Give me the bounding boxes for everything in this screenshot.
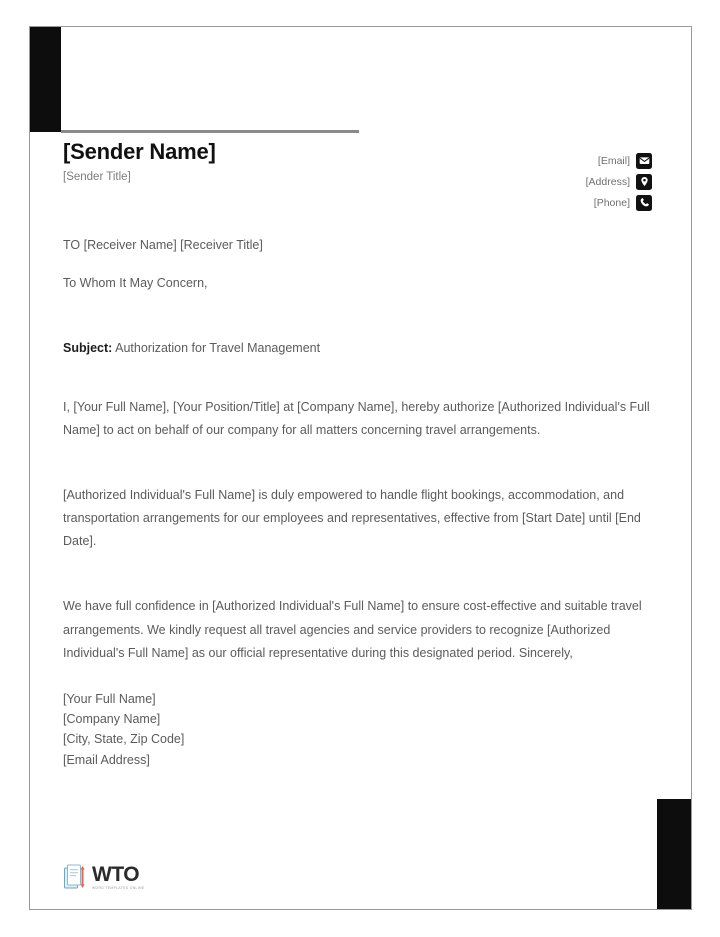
salutation: To Whom It May Concern, xyxy=(63,276,208,291)
subject-line xyxy=(63,292,663,356)
body-paragraph-3: We have full confidence in [Authorized Individual's Full Name] to ensure cost-effective and suitable travel arrangements. We kindly request all travel agencies and service providers to recognize [Authorized Individual's Full Name] as our official representative during this designated period. Sincerely, xyxy=(63,599,642,660)
document-pages-icon xyxy=(63,863,89,891)
body-paragraph-2: [Authorized Individual's Full Name] is duly empowered to handle flight bookings, accommodation, and transportation arrangements for our employees and representatives, effective from [Start Date] until [End Date]. xyxy=(63,488,641,549)
body-paragraph-1: I, [Your Full Name], [Your Position/Title] at [Company Name], hereby authorize [Authorized Individual's Full Name] to act on behalf of our company for all matters concerning travel arrangements. xyxy=(63,399,650,437)
header-divider-rule xyxy=(61,130,359,133)
letter-body xyxy=(63,139,663,770)
logo-wordmark: WTO xyxy=(92,862,140,886)
signature-line-city: [City, State, Zip Code] xyxy=(63,732,185,747)
logo-text xyxy=(92,864,144,890)
document-page xyxy=(29,26,692,910)
wto-logo xyxy=(63,863,144,891)
contact-label-address: [Address] xyxy=(585,175,630,188)
decorative-bar-top-left xyxy=(30,27,61,132)
subject-label: Subject: xyxy=(63,340,113,355)
decorative-bar-bottom-right xyxy=(657,799,691,909)
recipient-line: TO [Receiver Name] [Receiver Title] xyxy=(63,238,263,253)
signature-line-company: [Company Name] xyxy=(63,712,161,727)
sender-name: [Sender Name] xyxy=(63,139,216,164)
logo-subtitle: WORD TEMPLATES ONLINE xyxy=(92,885,145,890)
contact-label-email: [Email] xyxy=(597,154,630,167)
signature-line-name: [Your Full Name] xyxy=(63,691,156,706)
signature-line-email: [Email Address] xyxy=(63,752,150,767)
subject-value: Authorization for Travel Management xyxy=(115,340,321,355)
contact-label-phone: [Phone] xyxy=(593,196,630,209)
sender-title: [Sender Title] xyxy=(63,171,131,184)
signature-block xyxy=(63,665,663,770)
